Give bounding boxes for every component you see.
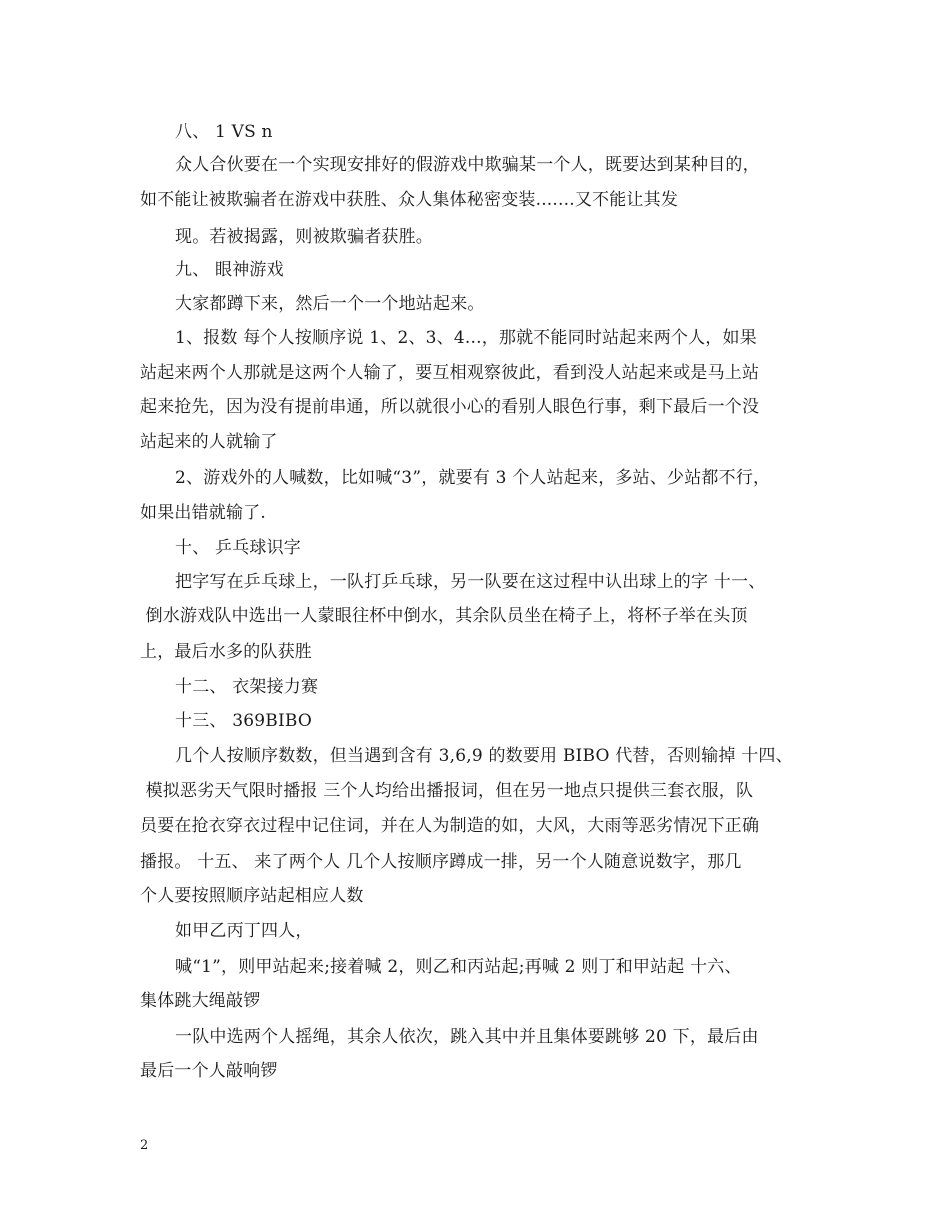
heading-10: 十、 乒乓球识字	[175, 538, 302, 558]
paragraph-line: 上，最后水多的队获胜	[140, 642, 312, 662]
paragraph-line: 2、游戏外的人喊数，比如喊“3”，就要有 3 个人站起来，多站、少站都不行，	[175, 468, 771, 488]
heading-8: 八、 1 VS n	[175, 122, 273, 142]
paragraph-line: 如果出错就输了.	[140, 503, 267, 523]
paragraph-line: 众人合伙要在一个实现安排好的假游戏中欺骗某一个人，既要达到某种目的，	[175, 155, 760, 175]
paragraph-line: 现。若被揭露，则被欺骗者获胜。	[175, 227, 433, 247]
heading-13: 十三、 369BIBO	[175, 711, 313, 731]
paragraph-line: 1、报数 每个人按顺序说 1、2、3、4...，那就不能同时站起来两个人，如果	[175, 328, 757, 348]
paragraph-line: 最后一个人敲响锣	[140, 1061, 278, 1081]
paragraph-line: 起来抢先，因为没有提前串通，所以就很小心的看别人眼色行事，剩下最后一个没	[140, 397, 760, 417]
paragraph-line: 模拟恶劣天气限时播报 三个人均给出播报词，但在另一地点只提供三套衣服，队	[140, 781, 754, 801]
heading-9: 九、 眼神游戏	[175, 260, 284, 280]
page-number: 2	[140, 1138, 149, 1153]
paragraph-line: 倒水游戏队中选出一人蒙眼往杯中倒水，其余队员坐在椅子上，将杯子举在头顶	[140, 606, 748, 626]
paragraph-line: 员要在抢衣穿衣过程中记住词，并在人为制造的如，大风，大雨等恶劣情况下正确	[140, 816, 760, 836]
paragraph-line: 喊“1”，则甲站起来;接着喊 2，则乙和丙站起;再喊 2 则丁和甲站起 十六、	[175, 957, 742, 977]
paragraph-line: 站起来的人就输了	[140, 432, 278, 452]
paragraph-line: 集体跳大绳敲锣	[140, 991, 261, 1011]
paragraph-line: 大家都蹲下来，然后一个一个地站起来。	[175, 294, 485, 314]
heading-12: 十二、 衣架接力赛	[175, 677, 319, 697]
paragraph-line: 如甲乙丙丁四人，	[175, 921, 313, 941]
paragraph-line: 播报。 十五、 来了两个人 几个人按顺序蹲成一排，另一个人随意说数字，那几	[140, 852, 742, 872]
paragraph-line: 把字写在乒乓球上，一队打乒乓球，另一队要在这过程中认出球上的字 十一、	[175, 572, 766, 592]
paragraph-line: 个人要按照顺序站起相应人数	[140, 886, 364, 906]
paragraph-line: 站起来两个人那就是这两个人输了，要互相观察彼此，看到没人站起来或是马上站	[140, 363, 760, 383]
paragraph-line: 如不能让被欺骗者在游戏中获胜、众人集体秘密变装.......又不能让其发	[140, 190, 679, 210]
paragraph-line: 一队中选两个人摇绳，其余人依次，跳入其中并且集体要跳够 20 下，最后由	[175, 1027, 759, 1047]
paragraph-line: 几个人按顺序数数，但当遇到含有 3,6,9 的数要用 BIBO 代替，否则输掉 十四、	[175, 746, 793, 766]
